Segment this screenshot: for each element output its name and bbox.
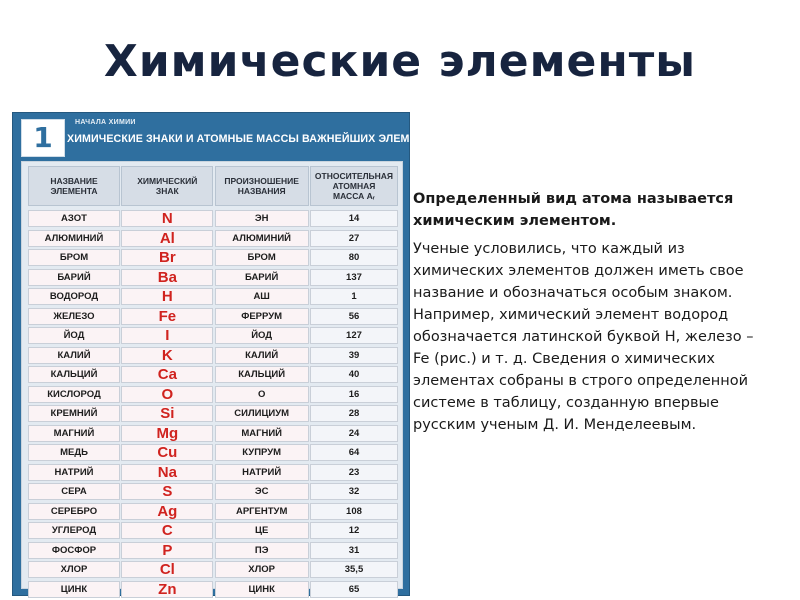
table-row (28, 483, 398, 500)
element-pronunciation-cell: БАРИЙ (215, 269, 309, 286)
element-pronunciation-cell: МАГНИЙ (215, 425, 309, 442)
element-symbol-cell: Cu (121, 444, 213, 461)
table-row (28, 386, 398, 403)
element-mass-cell: 64 (310, 444, 398, 461)
element-symbol-cell: Si (121, 405, 213, 422)
element-pronunciation-cell: ЭН (215, 210, 309, 227)
table-row (28, 542, 398, 559)
table-row (28, 405, 398, 422)
element-pronunciation-cell: КАЛИЙ (215, 347, 309, 364)
element-name-cell: КИСЛОРОД (28, 386, 120, 403)
element-pronunciation-cell: КУПРУМ (215, 444, 309, 461)
table-row (28, 503, 398, 520)
element-pronunciation-cell: ХЛОР (215, 561, 309, 578)
element-mass-cell: 39 (310, 347, 398, 364)
element-mass-cell: 23 (310, 464, 398, 481)
poster-number: 1 (21, 119, 65, 157)
table-row (28, 425, 398, 442)
element-mass-cell: 80 (310, 249, 398, 266)
table-row (28, 581, 398, 598)
table-row (28, 561, 398, 578)
element-mass-cell: 32 (310, 483, 398, 500)
element-symbol-cell: Mg (121, 425, 213, 442)
element-mass-cell: 65 (310, 581, 398, 598)
table-row (28, 327, 398, 344)
element-symbol-cell: Fe (121, 308, 213, 325)
element-mass-cell: 14 (310, 210, 398, 227)
element-symbol-cell: H (121, 288, 213, 305)
element-name-cell: КАЛЬЦИЙ (28, 366, 120, 383)
element-symbol-cell: Cl (121, 561, 213, 578)
table-header (28, 166, 398, 206)
element-mass-cell: 35,5 (310, 561, 398, 578)
poster-series-label: НАЧАЛА ХИМИИ (75, 119, 136, 126)
table-row (28, 522, 398, 539)
element-name-cell: БРОМ (28, 249, 120, 266)
element-name-cell: МАГНИЙ (28, 425, 120, 442)
element-symbol-cell: Ba (121, 269, 213, 286)
element-symbol-cell: Na (121, 464, 213, 481)
element-symbol-cell: P (121, 542, 213, 559)
element-pronunciation-cell: АШ (215, 288, 309, 305)
element-pronunciation-cell: ЭС (215, 483, 309, 500)
table-row (28, 249, 398, 266)
element-pronunciation-cell: О (215, 386, 309, 403)
element-name-cell: ХЛОР (28, 561, 120, 578)
element-symbol-cell: K (121, 347, 213, 364)
element-mass-cell: 12 (310, 522, 398, 539)
element-pronunciation-cell: АРГЕНТУМ (215, 503, 309, 520)
elements-table (21, 161, 403, 598)
element-pronunciation-cell: КАЛЬЦИЙ (215, 366, 309, 383)
element-mass-cell: 16 (310, 386, 398, 403)
table-row (28, 464, 398, 481)
table-row (28, 347, 398, 364)
element-pronunciation-cell: ЦЕ (215, 522, 309, 539)
element-symbol-cell: N (121, 210, 213, 227)
element-pronunciation-cell: ФЕРРУМ (215, 308, 309, 325)
element-mass-cell: 137 (310, 269, 398, 286)
element-symbol-cell: Br (121, 249, 213, 266)
body-paragraph: Ученые условились, что каждый из химических элементов должен иметь свое название и обозначаться особым знаком. Например, химический элемент водород обозначается латинской буквой H, железо – Fe (рис.) и т. д. Сведения о химических элементах собраны в строго определенной системе в таблицу, созданную впервые русским ученым Д. И. Менделеевым. (413, 241, 754, 433)
poster-heading: ХИМИЧЕСКИЕ ЗНАКИ И АТОМНЫЕ МАССЫ ВАЖНЕЙШИХ ЭЛЕМЕНТОВ (67, 133, 448, 145)
element-name-cell: КАЛИЙ (28, 347, 120, 364)
description-text (413, 188, 763, 436)
element-pronunciation-cell: ЦИНК (215, 581, 309, 598)
element-name-cell: СЕРЕБРО (28, 503, 120, 520)
element-name-cell: АЛЮМИНИЙ (28, 230, 120, 247)
element-mass-cell: 1 (310, 288, 398, 305)
element-pronunciation-cell: БРОМ (215, 249, 309, 266)
element-name-cell: АЗОТ (28, 210, 120, 227)
element-mass-cell: 27 (310, 230, 398, 247)
element-poster (12, 112, 448, 598)
element-symbol-cell: O (121, 386, 213, 403)
poster-header (13, 113, 448, 161)
element-mass-cell: 40 (310, 366, 398, 383)
table-row (28, 308, 398, 325)
element-mass-cell: 56 (310, 308, 398, 325)
element-pronunciation-cell: СИЛИЦИУМ (215, 405, 309, 422)
element-symbol-cell: C (121, 522, 213, 539)
column-header-symbol: ХИМИЧЕСКИЙ ЗНАК (121, 166, 213, 206)
element-pronunciation-cell: АЛЮМИНИЙ (215, 230, 309, 247)
slide-title: Химические элементы (103, 36, 697, 87)
element-name-cell: СЕРА (28, 483, 120, 500)
element-name-cell: ФОСФОР (28, 542, 120, 559)
element-name-cell: ЖЕЛЕЗО (28, 308, 120, 325)
element-name-cell: ЦИНК (28, 581, 120, 598)
element-pronunciation-cell: ПЭ (215, 542, 309, 559)
element-name-cell: МЕДЬ (28, 444, 120, 461)
element-name-cell: НАТРИЙ (28, 464, 120, 481)
table-rows (28, 210, 398, 600)
element-pronunciation-cell: НАТРИЙ (215, 464, 309, 481)
element-name-cell: ВОДОРОД (28, 288, 120, 305)
element-mass-cell: 31 (310, 542, 398, 559)
element-name-cell: ЙОД (28, 327, 120, 344)
table-row (28, 210, 398, 227)
element-mass-cell: 28 (310, 405, 398, 422)
element-name-cell: КРЕМНИЙ (28, 405, 120, 422)
column-header-name: НАЗВАНИЕ ЭЛЕМЕНТА (28, 166, 120, 206)
element-symbol-cell: Al (121, 230, 213, 247)
table-row (28, 269, 398, 286)
element-name-cell: БАРИЙ (28, 269, 120, 286)
table-row (28, 366, 398, 383)
element-symbol-cell: Zn (121, 581, 213, 598)
column-header-mass: ОТНОСИТЕЛЬНАЯ АТОМНАЯ МАССА Aᵣ (310, 166, 398, 206)
table-row (28, 230, 398, 247)
element-symbol-cell: Ca (121, 366, 213, 383)
table-row (28, 444, 398, 461)
element-name-cell: УГЛЕРОД (28, 522, 120, 539)
table-row (28, 288, 398, 305)
column-header-pronunciation: ПРОИЗНОШЕНИЕ НАЗВАНИЯ (215, 166, 309, 206)
element-symbol-cell: I (121, 327, 213, 344)
element-mass-cell: 108 (310, 503, 398, 520)
element-mass-cell: 127 (310, 327, 398, 344)
element-pronunciation-cell: ЙОД (215, 327, 309, 344)
element-symbol-cell: S (121, 483, 213, 500)
element-symbol-cell: Ag (121, 503, 213, 520)
element-mass-cell: 24 (310, 425, 398, 442)
lead-paragraph: Определенный вид атома называется химическим элементом. (413, 191, 734, 229)
